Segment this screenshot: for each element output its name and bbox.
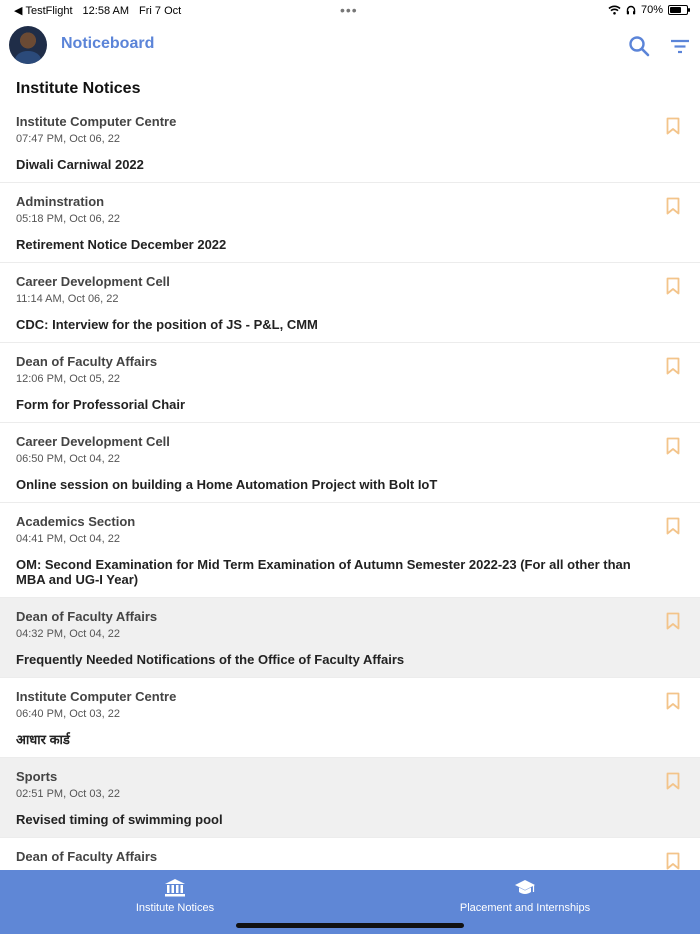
institution-icon xyxy=(164,878,186,898)
notice-timestamp: 05:18 PM, Oct 06, 22 xyxy=(16,213,120,225)
notice-timestamp: 07:47 PM, Oct 06, 22 xyxy=(16,133,120,145)
bookmark-icon[interactable] xyxy=(666,197,680,215)
filter-icon[interactable] xyxy=(668,34,692,58)
bookmark-icon[interactable] xyxy=(666,692,680,710)
notice-item[interactable] xyxy=(0,423,700,503)
notice-item[interactable] xyxy=(0,758,700,838)
notice-item[interactable] xyxy=(0,678,700,758)
bookmark-icon[interactable] xyxy=(666,852,680,870)
notice-title: Frequently Needed Notifications of the Office of Faculty Affairs xyxy=(16,652,405,667)
status-right xyxy=(608,4,688,16)
status-time: 12:58 AM xyxy=(82,4,130,17)
wifi-icon xyxy=(608,5,621,15)
tab-institute-notices-label: Institute Notices xyxy=(135,902,215,914)
graduation-cap-icon xyxy=(514,878,536,898)
notice-source: Career Development Cell xyxy=(16,274,170,289)
page-title: Noticeboard xyxy=(61,35,155,52)
notice-title: Online session on building a Home Automation Project with Bolt IoT xyxy=(16,477,438,492)
notice-title: Revised timing of swimming pool xyxy=(16,812,223,827)
user-avatar[interactable] xyxy=(9,26,47,64)
back-app-label: TestFlight xyxy=(25,4,73,17)
status-left xyxy=(14,4,181,17)
notice-timestamp: 02:51 PM, Oct 03, 22 xyxy=(16,788,120,800)
notice-timestamp: 12:06 PM, Oct 05, 22 xyxy=(16,373,120,385)
headphones-icon xyxy=(626,5,636,15)
bookmark-icon[interactable] xyxy=(666,117,680,135)
notice-source: Institute Computer Centre xyxy=(16,114,177,129)
notice-title: Diwali Carniwal 2022 xyxy=(16,157,144,172)
notice-item[interactable] xyxy=(0,103,700,183)
notice-title: CDC: Interview for the position of JS - P&L, CMM xyxy=(16,317,318,332)
status-bar xyxy=(0,0,700,22)
notice-list[interactable] xyxy=(0,103,700,870)
tab-institute-notices[interactable] xyxy=(120,870,230,934)
notice-source: Adminstration xyxy=(16,194,105,209)
notice-item[interactable] xyxy=(0,598,700,678)
notice-timestamp: 04:41 PM, Oct 04, 22 xyxy=(16,533,120,545)
tab-placement-internships-label: Placement and Internships xyxy=(459,902,591,914)
bookmark-icon[interactable] xyxy=(666,612,680,630)
app-header xyxy=(0,22,700,70)
multitask-dots[interactable]: ••• xyxy=(340,2,358,18)
bookmark-icon[interactable] xyxy=(666,357,680,375)
notice-source: Sports xyxy=(16,769,58,784)
notice-source: Dean of Faculty Affairs xyxy=(16,354,158,369)
notice-item[interactable] xyxy=(0,263,700,343)
back-triangle-icon: ◀ xyxy=(14,5,23,17)
back-to-app-link[interactable] xyxy=(14,4,73,17)
notice-source: Institute Computer Centre xyxy=(16,689,177,704)
battery-icon xyxy=(668,5,688,15)
notice-title: Form for Professorial Chair xyxy=(16,397,186,412)
bookmark-icon[interactable] xyxy=(666,517,680,535)
battery-percent: 70% xyxy=(640,4,663,16)
battery-fill xyxy=(670,7,681,13)
notice-item[interactable] xyxy=(0,503,700,598)
notice-source: Academics Section xyxy=(16,514,136,529)
notice-source: Dean of Faculty Affairs xyxy=(16,609,158,624)
notice-timestamp: 04:32 PM, Oct 04, 22 xyxy=(16,628,120,640)
notice-source: Dean of Faculty Affairs xyxy=(16,849,158,864)
bookmark-icon[interactable] xyxy=(666,772,680,790)
notice-timestamp: 06:50 PM, Oct 04, 22 xyxy=(16,453,120,465)
section-title: Institute Notices xyxy=(16,80,141,97)
notice-item[interactable] xyxy=(0,838,700,870)
notice-timestamp: 06:40 PM, Oct 03, 22 xyxy=(16,708,120,720)
status-date: Fri 7 Oct xyxy=(139,4,182,17)
notice-timestamp: 11:14 AM, Oct 06, 22 xyxy=(16,293,119,305)
notice-item[interactable] xyxy=(0,343,700,423)
notice-source: Career Development Cell xyxy=(16,434,170,449)
notice-title: Retirement Notice December 2022 xyxy=(16,237,227,252)
bookmark-icon[interactable] xyxy=(666,437,680,455)
notice-item[interactable] xyxy=(0,183,700,263)
search-icon[interactable] xyxy=(627,34,651,58)
tab-placement-internships[interactable] xyxy=(450,870,600,934)
notice-title: OM: Second Examination for Mid Term Examination of Autumn Semester 2022-23 (For all other than MBA and UG-I Year) xyxy=(16,557,631,587)
bookmark-icon[interactable] xyxy=(666,277,680,295)
home-indicator[interactable] xyxy=(236,923,464,928)
notice-title: आधार कार्ड xyxy=(16,732,70,747)
